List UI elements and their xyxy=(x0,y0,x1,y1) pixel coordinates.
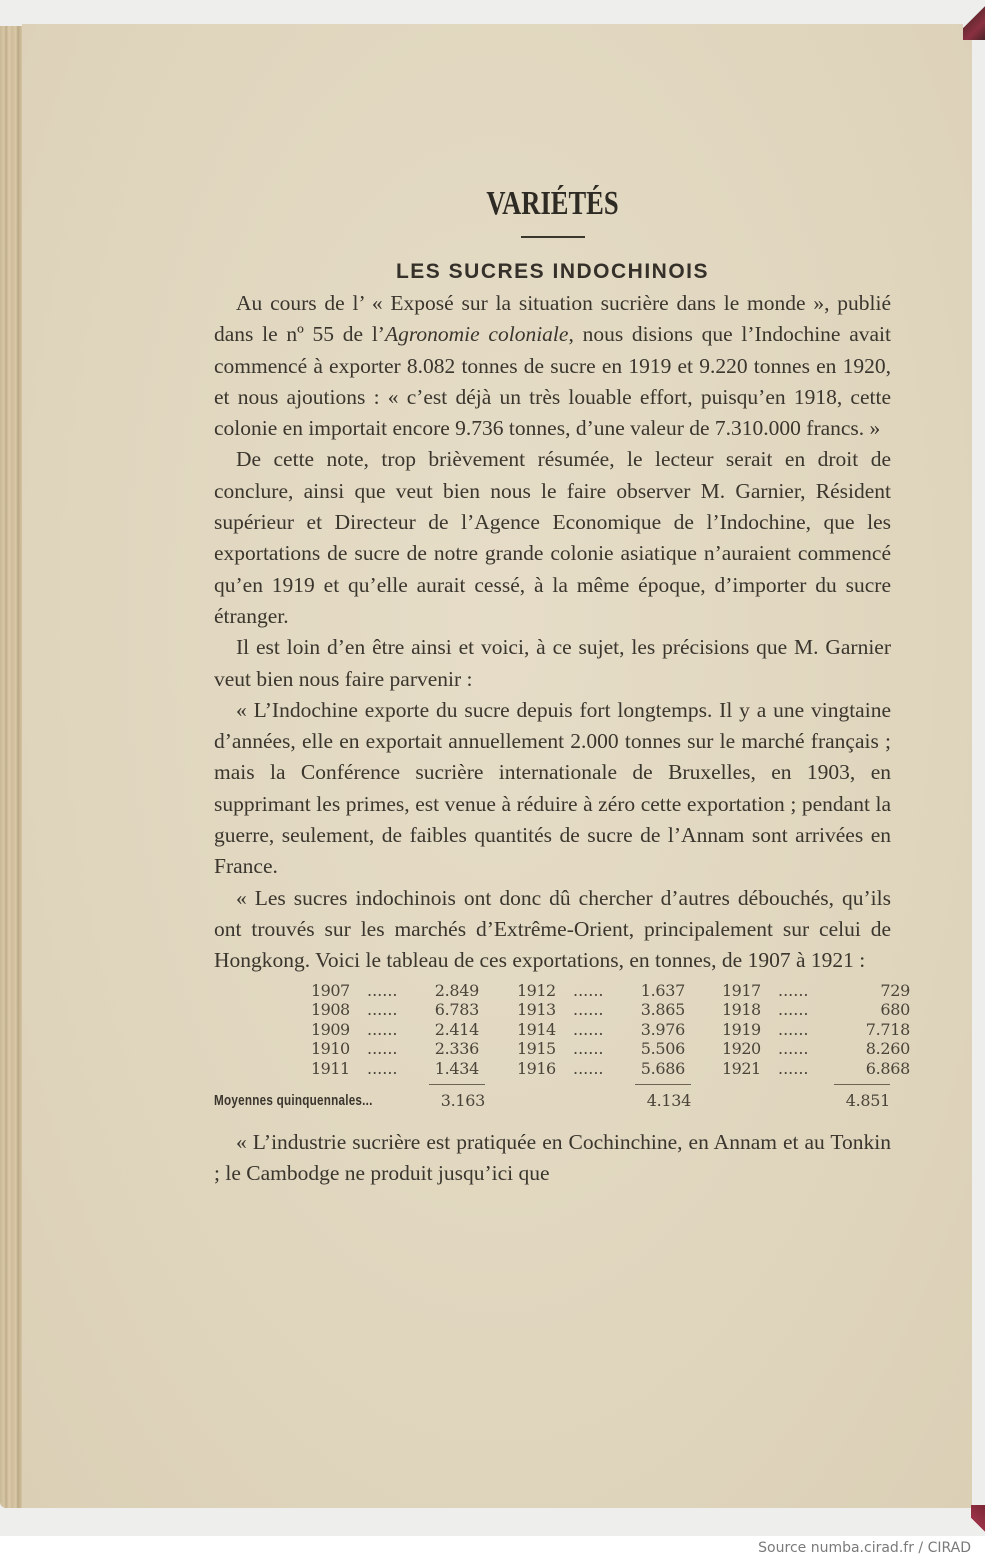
average-value-2: 4.134 xyxy=(646,1090,691,1110)
value-cell: 2.849 xyxy=(434,980,479,1000)
year-cell: 1912 xyxy=(517,980,556,1000)
export-table-column-1 xyxy=(311,981,479,1079)
year-cell: 1917 xyxy=(722,980,761,1000)
table-row xyxy=(517,1059,685,1079)
year-cell: 1919 xyxy=(722,1019,761,1039)
value-cell: 8.260 xyxy=(865,1039,910,1059)
year-cell: 1921 xyxy=(722,1058,761,1078)
value-cell: 1.434 xyxy=(434,1058,479,1078)
leader-dots: ...... xyxy=(367,1000,398,1020)
average-rule-3 xyxy=(834,1084,890,1085)
export-table-column-2 xyxy=(517,981,685,1079)
table-row xyxy=(311,1020,479,1040)
table-row xyxy=(517,1020,685,1040)
table-row xyxy=(517,1039,685,1059)
book-binding-top xyxy=(963,0,985,40)
averages-label: Moyennes quinquennales... xyxy=(214,1091,373,1109)
article-title: LES SUCRES INDOCHINOIS xyxy=(395,260,710,283)
value-cell: 729 xyxy=(880,980,910,1000)
source-credit: Source numba.cirad.fr / CIRAD xyxy=(758,1540,971,1556)
table-row xyxy=(722,1059,910,1079)
leader-dots: ...... xyxy=(778,1058,809,1078)
leader-dots: ...... xyxy=(573,1039,604,1059)
value-cell: 1.637 xyxy=(640,980,685,1000)
paragraph-5: « Les sucres indochinois ont donc dû chercher d’autres débouchés, qu’ils ont trouvés sur les marchés d’Extrême-Orient, principalement sur celui de Hongkong. Voici le tableau de ces exportations, en tonnes, de 1907 à 1921 : xyxy=(214,885,891,973)
value-cell: 2.414 xyxy=(434,1019,479,1039)
leader-dots: ...... xyxy=(573,1000,604,1020)
paragraph-6: « L’industrie sucrière est pratiquée en Cochinchine, en Annam et au Tonkin ; le Cambodge ne produit jusqu’ici que xyxy=(214,1129,891,1185)
paragraph-4: « L’Indochine exporte du sucre depuis fort longtemps. Il y a une vingtaine d’années, elle en exportait annuellement 2.000 tonnes sur le marché français ; mais la Conférence sucrière internationale de Bruxelles, en 1903, en supprimant les primes, est venue à réduire à zéro cette exportation ; pendant la guerre, seulement, de faibles quantités de sucre de l’Annam sont arrivées en France. xyxy=(214,697,891,879)
year-cell: 1907 xyxy=(311,980,350,1000)
section-title: VARIÉTÉS xyxy=(486,185,619,222)
table-row xyxy=(311,981,479,1001)
table-row xyxy=(722,1020,910,1040)
value-cell: 6.783 xyxy=(434,1000,479,1020)
leader-dots: ...... xyxy=(778,980,809,1000)
average-value-1: 3.163 xyxy=(440,1090,485,1110)
paragraph-1-text-b: , nous disions que l’Indochine avait commencé à exporter 8.082 tonnes de sucre en 1919 et 9.220 tonnes en 1920, et nous ajoutions : « c’est déjà un très louable effort, puisqu’en 1918, cette colonie en importait encore 9.736 tonnes, d’une valeur de 7.310.000 francs. » xyxy=(214,322,891,441)
table-row xyxy=(311,1000,479,1020)
leader-dots: ...... xyxy=(778,1000,809,1020)
paragraph-2: De cette note, trop brièvement résumée, le lecteur serait en droit de conclure, ainsi que veut bien nous le faire observer M. Garnier, Résident supérieur et Directeur de l’Agence Economique de l’Indochine, que les exportations de sucre de notre grande colonie asiatique n’auraient commencé qu’en 1919 et qu’elle aurait cessé, à la même époque, d’importer du sucre étranger. xyxy=(214,447,891,628)
value-cell: 3.976 xyxy=(640,1019,685,1039)
value-cell: 680 xyxy=(880,1000,910,1020)
year-cell: 1911 xyxy=(311,1058,350,1078)
year-cell: 1913 xyxy=(517,1000,556,1020)
value-cell: 7.718 xyxy=(865,1019,910,1039)
average-rule-2 xyxy=(635,1084,691,1085)
table-row xyxy=(722,1000,910,1020)
average-rule-1 xyxy=(429,1084,485,1085)
year-cell: 1915 xyxy=(517,1039,556,1059)
year-cell: 1918 xyxy=(722,1000,761,1020)
year-cell: 1916 xyxy=(517,1058,556,1078)
averages-row xyxy=(214,1091,891,1113)
value-cell: 3.865 xyxy=(640,1000,685,1020)
leader-dots: ...... xyxy=(573,980,604,1000)
leader-dots: ...... xyxy=(367,1058,398,1078)
table-row xyxy=(722,981,910,1001)
leader-dots: ...... xyxy=(573,1019,604,1039)
leader-dots: ...... xyxy=(367,980,398,1000)
year-cell: 1914 xyxy=(517,1019,556,1039)
leader-dots: ...... xyxy=(367,1039,398,1059)
page-content xyxy=(214,180,910,1189)
value-cell: 5.686 xyxy=(640,1058,685,1078)
title-rule xyxy=(521,236,585,238)
paragraph-3: Il est loin d’en être ainsi et voici, à ce sujet, les précisions que M. Garnier veut bien nous faire parvenir : xyxy=(214,635,891,691)
year-cell: 1920 xyxy=(722,1039,761,1059)
export-table xyxy=(214,980,910,1127)
year-cell: 1910 xyxy=(311,1039,350,1059)
table-row xyxy=(722,1039,910,1059)
paragraph-1 xyxy=(214,288,891,444)
journal-title: Agronomie coloniale xyxy=(384,322,569,347)
table-row xyxy=(517,981,685,1001)
book-binding-bottom xyxy=(971,1505,985,1536)
leader-dots: ...... xyxy=(778,1039,809,1059)
export-table-column-3 xyxy=(722,981,910,1079)
value-cell: 2.336 xyxy=(434,1039,479,1059)
year-cell: 1908 xyxy=(311,1000,350,1020)
table-row xyxy=(311,1039,479,1059)
leader-dots: ...... xyxy=(778,1019,809,1039)
table-row xyxy=(311,1059,479,1079)
table-row xyxy=(517,1000,685,1020)
value-cell: 5.506 xyxy=(640,1039,685,1059)
average-value-3: 4.851 xyxy=(845,1090,890,1110)
leader-dots: ...... xyxy=(367,1019,398,1039)
leader-dots: ...... xyxy=(573,1058,604,1078)
paragraph-1-text-a: Au cours de l’ « Exposé sur la situation sucrière dans le monde », publié dans le nº 55 de l’ xyxy=(214,291,891,347)
value-cell: 6.868 xyxy=(865,1058,910,1078)
year-cell: 1909 xyxy=(311,1019,350,1039)
